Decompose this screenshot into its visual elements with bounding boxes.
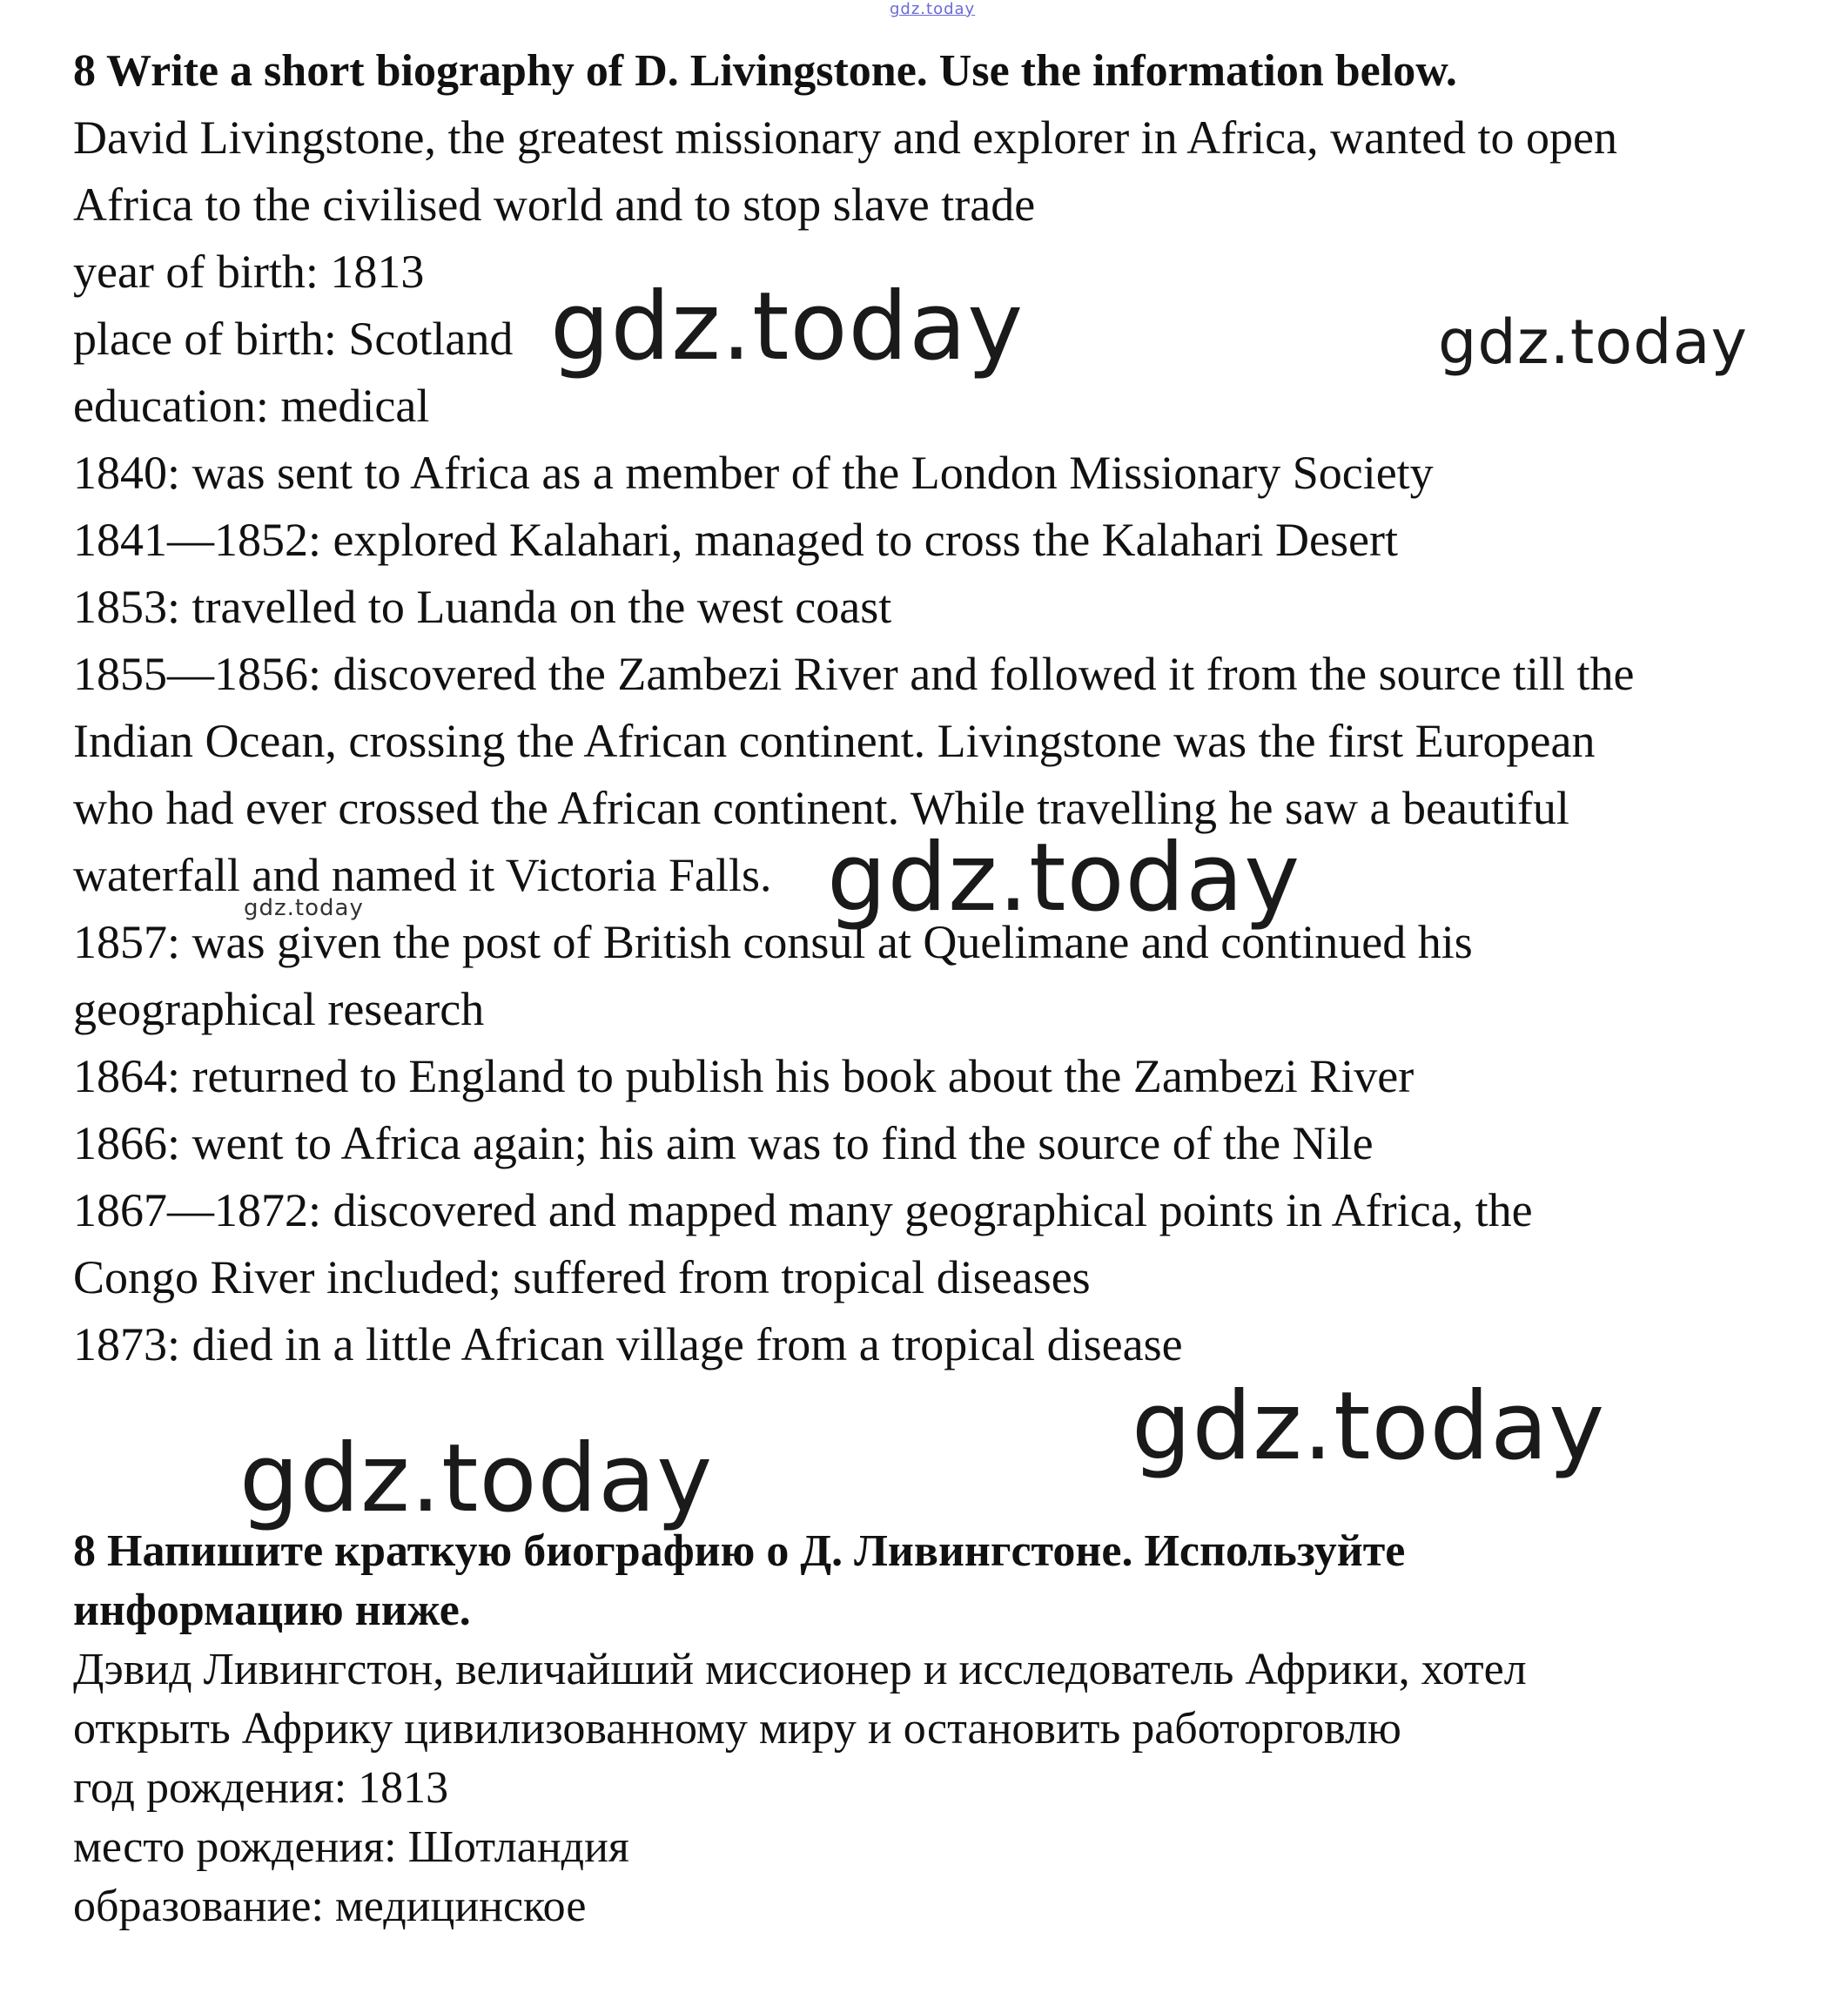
body-line-ru: место рождения: Шотландия	[73, 1822, 629, 1872]
body-line-ru: образование: медицинское	[73, 1882, 587, 1931]
body-line: who had ever crossed the African continent. While travelling he saw a beautiful	[73, 782, 1569, 834]
watermark: gdz.today	[550, 273, 1025, 381]
body-line-ru: Дэвид Ливингстон, величайший миссионер и исследователь Африки, хотел	[73, 1645, 1527, 1694]
body-line: education: medical	[73, 380, 430, 432]
body-line: waterfall and named it Victoria Falls.	[73, 849, 772, 901]
task-heading-ru: информацию ниже.	[73, 1586, 471, 1635]
body-line: Africa to the civilised world and to stop slave trade	[73, 178, 1036, 231]
body-line: 1873: died in a little African village from a tropical disease	[73, 1318, 1183, 1370]
body-line: 1857: was given the post of British consul at Quelimane and continued his	[73, 916, 1473, 968]
body-line: year of birth: 1813	[73, 246, 425, 298]
watermark-top[interactable]: gdz.today	[890, 0, 976, 18]
body-line: 1864: returned to England to publish his book about the Zambezi River	[73, 1050, 1415, 1102]
body-line: David Livingstone, the greatest missionary and explorer in Africa, wanted to open	[73, 111, 1618, 164]
watermark: gdz.today	[1132, 1372, 1606, 1481]
watermark: gdz.today	[239, 1424, 714, 1533]
watermark: gdz.today	[244, 895, 364, 921]
body-line: 1867—1872: discovered and mapped many geographical points in Africa, the	[73, 1184, 1533, 1236]
body-line: Congo River included; suffered from tropical diseases	[73, 1251, 1091, 1303]
body-line: 1840: was sent to Africa as a member of the London Missionary Society	[73, 447, 1434, 499]
watermark: gdz.today	[1438, 306, 1748, 378]
body-line: place of birth: Scotland	[73, 313, 514, 365]
body-line: 1841—1852: explored Kalahari, managed to cross the Kalahari Desert	[73, 514, 1398, 566]
body-line-ru: год рождения: 1813	[73, 1763, 449, 1813]
body-line: 1855—1856: discovered the Zambezi River and followed it from the source till the	[73, 648, 1635, 700]
task-heading-ru: 8 Напишите краткую биографию о Д. Ливингстоне. Используйте	[73, 1526, 1406, 1576]
body-line: 1853: travelled to Luanda on the west coast	[73, 581, 892, 633]
body-line-ru: открыть Африку цивилизованному миру и остановить работорговлю	[73, 1704, 1401, 1754]
watermark: gdz.today	[827, 824, 1301, 933]
body-line: 1866: went to Africa again; his aim was to find the source of the Nile	[73, 1117, 1374, 1169]
body-line: geographical research	[73, 983, 485, 1035]
body-line: Indian Ocean, crossing the African continent. Livingstone was the first European	[73, 715, 1596, 767]
task-heading-en: 8 Write a short biography of D. Livingstone. Use the information below.	[73, 46, 1457, 96]
